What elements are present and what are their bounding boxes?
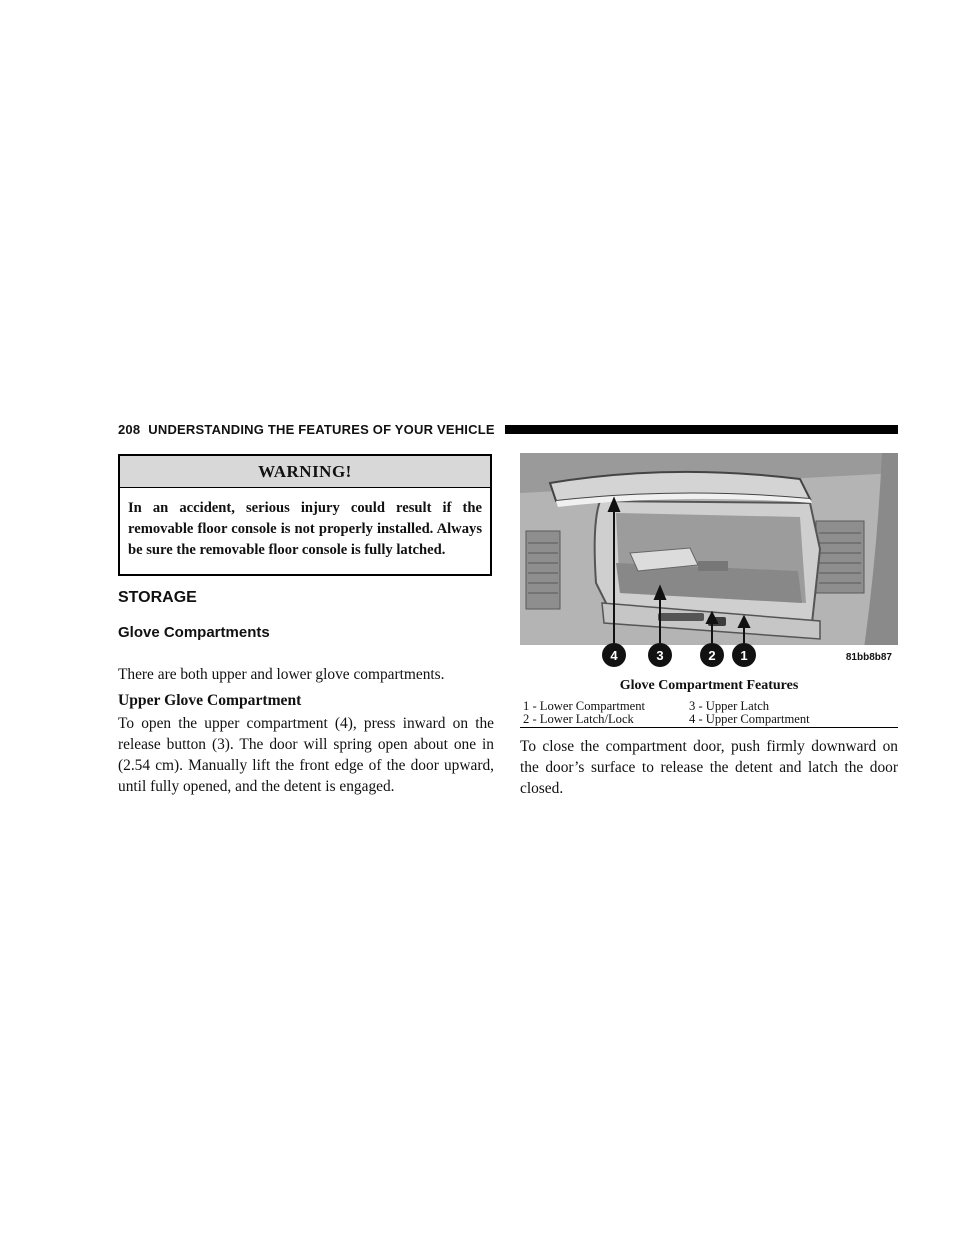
- warning-body: In an accident, serious injury could result if the removable floor console is not properly installed. Always be sure the removable floor console is fully latched.: [128, 500, 482, 558]
- warning-title: WARNING!: [120, 456, 490, 488]
- upper-compartment-heading: Upper Glove Compartment: [118, 692, 302, 709]
- glove-compartment-illustration: [520, 453, 898, 675]
- running-title: UNDERSTANDING THE FEATURES OF YOUR VEHICLE: [148, 421, 495, 437]
- figure-code: 81bb8b87: [845, 652, 892, 663]
- header-rule: [505, 425, 898, 434]
- subsection-heading: Glove Compartments: [118, 624, 270, 641]
- callout-2: 2: [708, 648, 716, 663]
- legend-item: 1 - Lower Compartment: [523, 699, 646, 713]
- close-compartment-paragraph: To close the compartment door, push firmly downward on the door’s surface to release the detent and latch the door closed.: [520, 738, 898, 797]
- figure-caption: Glove Compartment Features: [619, 678, 799, 693]
- callout-4: 4: [610, 648, 618, 663]
- page-number: 208: [118, 421, 141, 437]
- legend-item: 3 - Upper Latch: [689, 699, 770, 713]
- intro-paragraph: There are both upper and lower glove compartments.: [118, 666, 445, 683]
- upper-compartment-paragraph: To open the upper compartment (4), press inward on the release button (3). The door will spring open about one in (2.54 cm). Manually lift the front edge of the door upward, until fully opened, and the detent is engaged.: [118, 715, 494, 795]
- illustration-drawing: [520, 453, 898, 675]
- figure-legend: [520, 700, 898, 728]
- warning-box: [118, 454, 492, 576]
- legend-item: 4 - Upper Compartment: [689, 712, 810, 726]
- page-header: [118, 420, 898, 438]
- callout-1: 1: [740, 648, 748, 663]
- legend-item: 2 - Lower Latch/Lock: [523, 712, 634, 726]
- section-heading: STORAGE: [118, 589, 197, 606]
- callout-3: 3: [656, 648, 664, 663]
